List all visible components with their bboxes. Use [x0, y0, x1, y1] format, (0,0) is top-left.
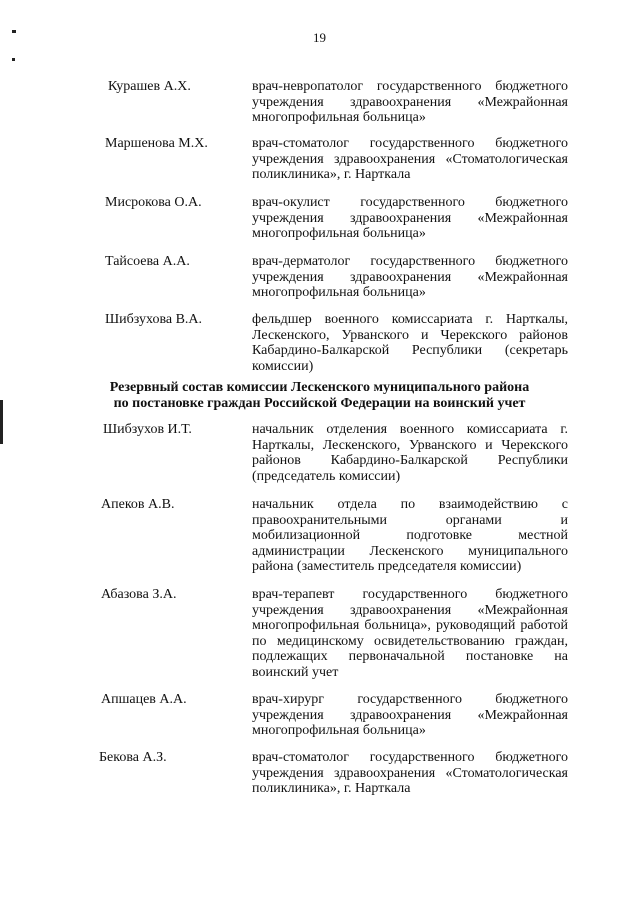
member-name: Мисрокова О.А. [105, 195, 202, 210]
member-name: Апшацев А.А. [101, 692, 187, 707]
member-name: Абазова З.А. [101, 587, 177, 602]
scan-mark [12, 58, 15, 61]
member-name: Бекова А.З. [99, 750, 167, 765]
member-name: Апеков А.В. [101, 497, 175, 512]
member-position: врач-стоматолог государственного бюджетного учреждения здравоохранения «Стоматологическая поликлиника», г. Нарткала [252, 136, 568, 182]
member-position: врач-терапевт государственного бюджетного учреждения здравоохранения «Межрайонная многопрофильная больница», руководящий работой по медицинскому освидетельствованию граждан, подлежащих первоначальной постановке на воинский учет [252, 587, 568, 680]
section-heading-line: Резервный состав комиссии Лескенского муниципального района [109, 380, 530, 395]
scan-mark [12, 30, 16, 33]
member-position: врач-хирург государственного бюджетного учреждения здравоохранения «Межрайонная многопрофильная больница» [252, 692, 568, 738]
member-position: фельдшер военного комиссариата г. Нарткалы, Лескенского, Урванского и Черекского районов Кабардино-Балкарской Республики (секретарь комиссии) [252, 312, 568, 374]
member-name: Курашев А.Х. [108, 79, 191, 94]
member-position: врач-стоматолог государственного бюджетного учреждения здравоохранения «Стоматологическая поликлиника», г. Нарткала [252, 750, 568, 796]
member-name: Маршенова М.Х. [105, 136, 208, 151]
member-position: начальник отдела по взаимодействию с правоохранительными органами и мобилизационной подготовке местной администрации Лескенского муниципального района (заместитель председателя комиссии) [252, 497, 568, 574]
page-number: 19 [313, 30, 326, 45]
member-name: Шибзухова В.А. [105, 312, 203, 327]
member-name: Шибзухов И.Т. [103, 422, 192, 437]
member-position: врач-дерматолог государственного бюджетного учреждения здравоохранения «Межрайонная многопрофильная больница» [252, 254, 568, 300]
member-position: врач-невропатолог государственного бюджетного учреждения здравоохранения «Межрайонная многопрофильная больница» [252, 79, 568, 125]
member-position: врач-окулист государственного бюджетного учреждения здравоохранения «Межрайонная многопрофильная больница» [252, 195, 568, 241]
section-heading-line: по постановке граждан Российской Федерации на воинский учет [113, 395, 526, 411]
member-name: Тайсоева А.А. [105, 254, 190, 269]
section-heading [0, 380, 639, 411]
scan-mark [0, 400, 3, 444]
member-position: начальник отделения военного комиссариата г. Нарткалы, Лескенского, Урванского и Черекского районов Кабардино-Балкарской Республики (председатель комиссии) [252, 422, 568, 484]
